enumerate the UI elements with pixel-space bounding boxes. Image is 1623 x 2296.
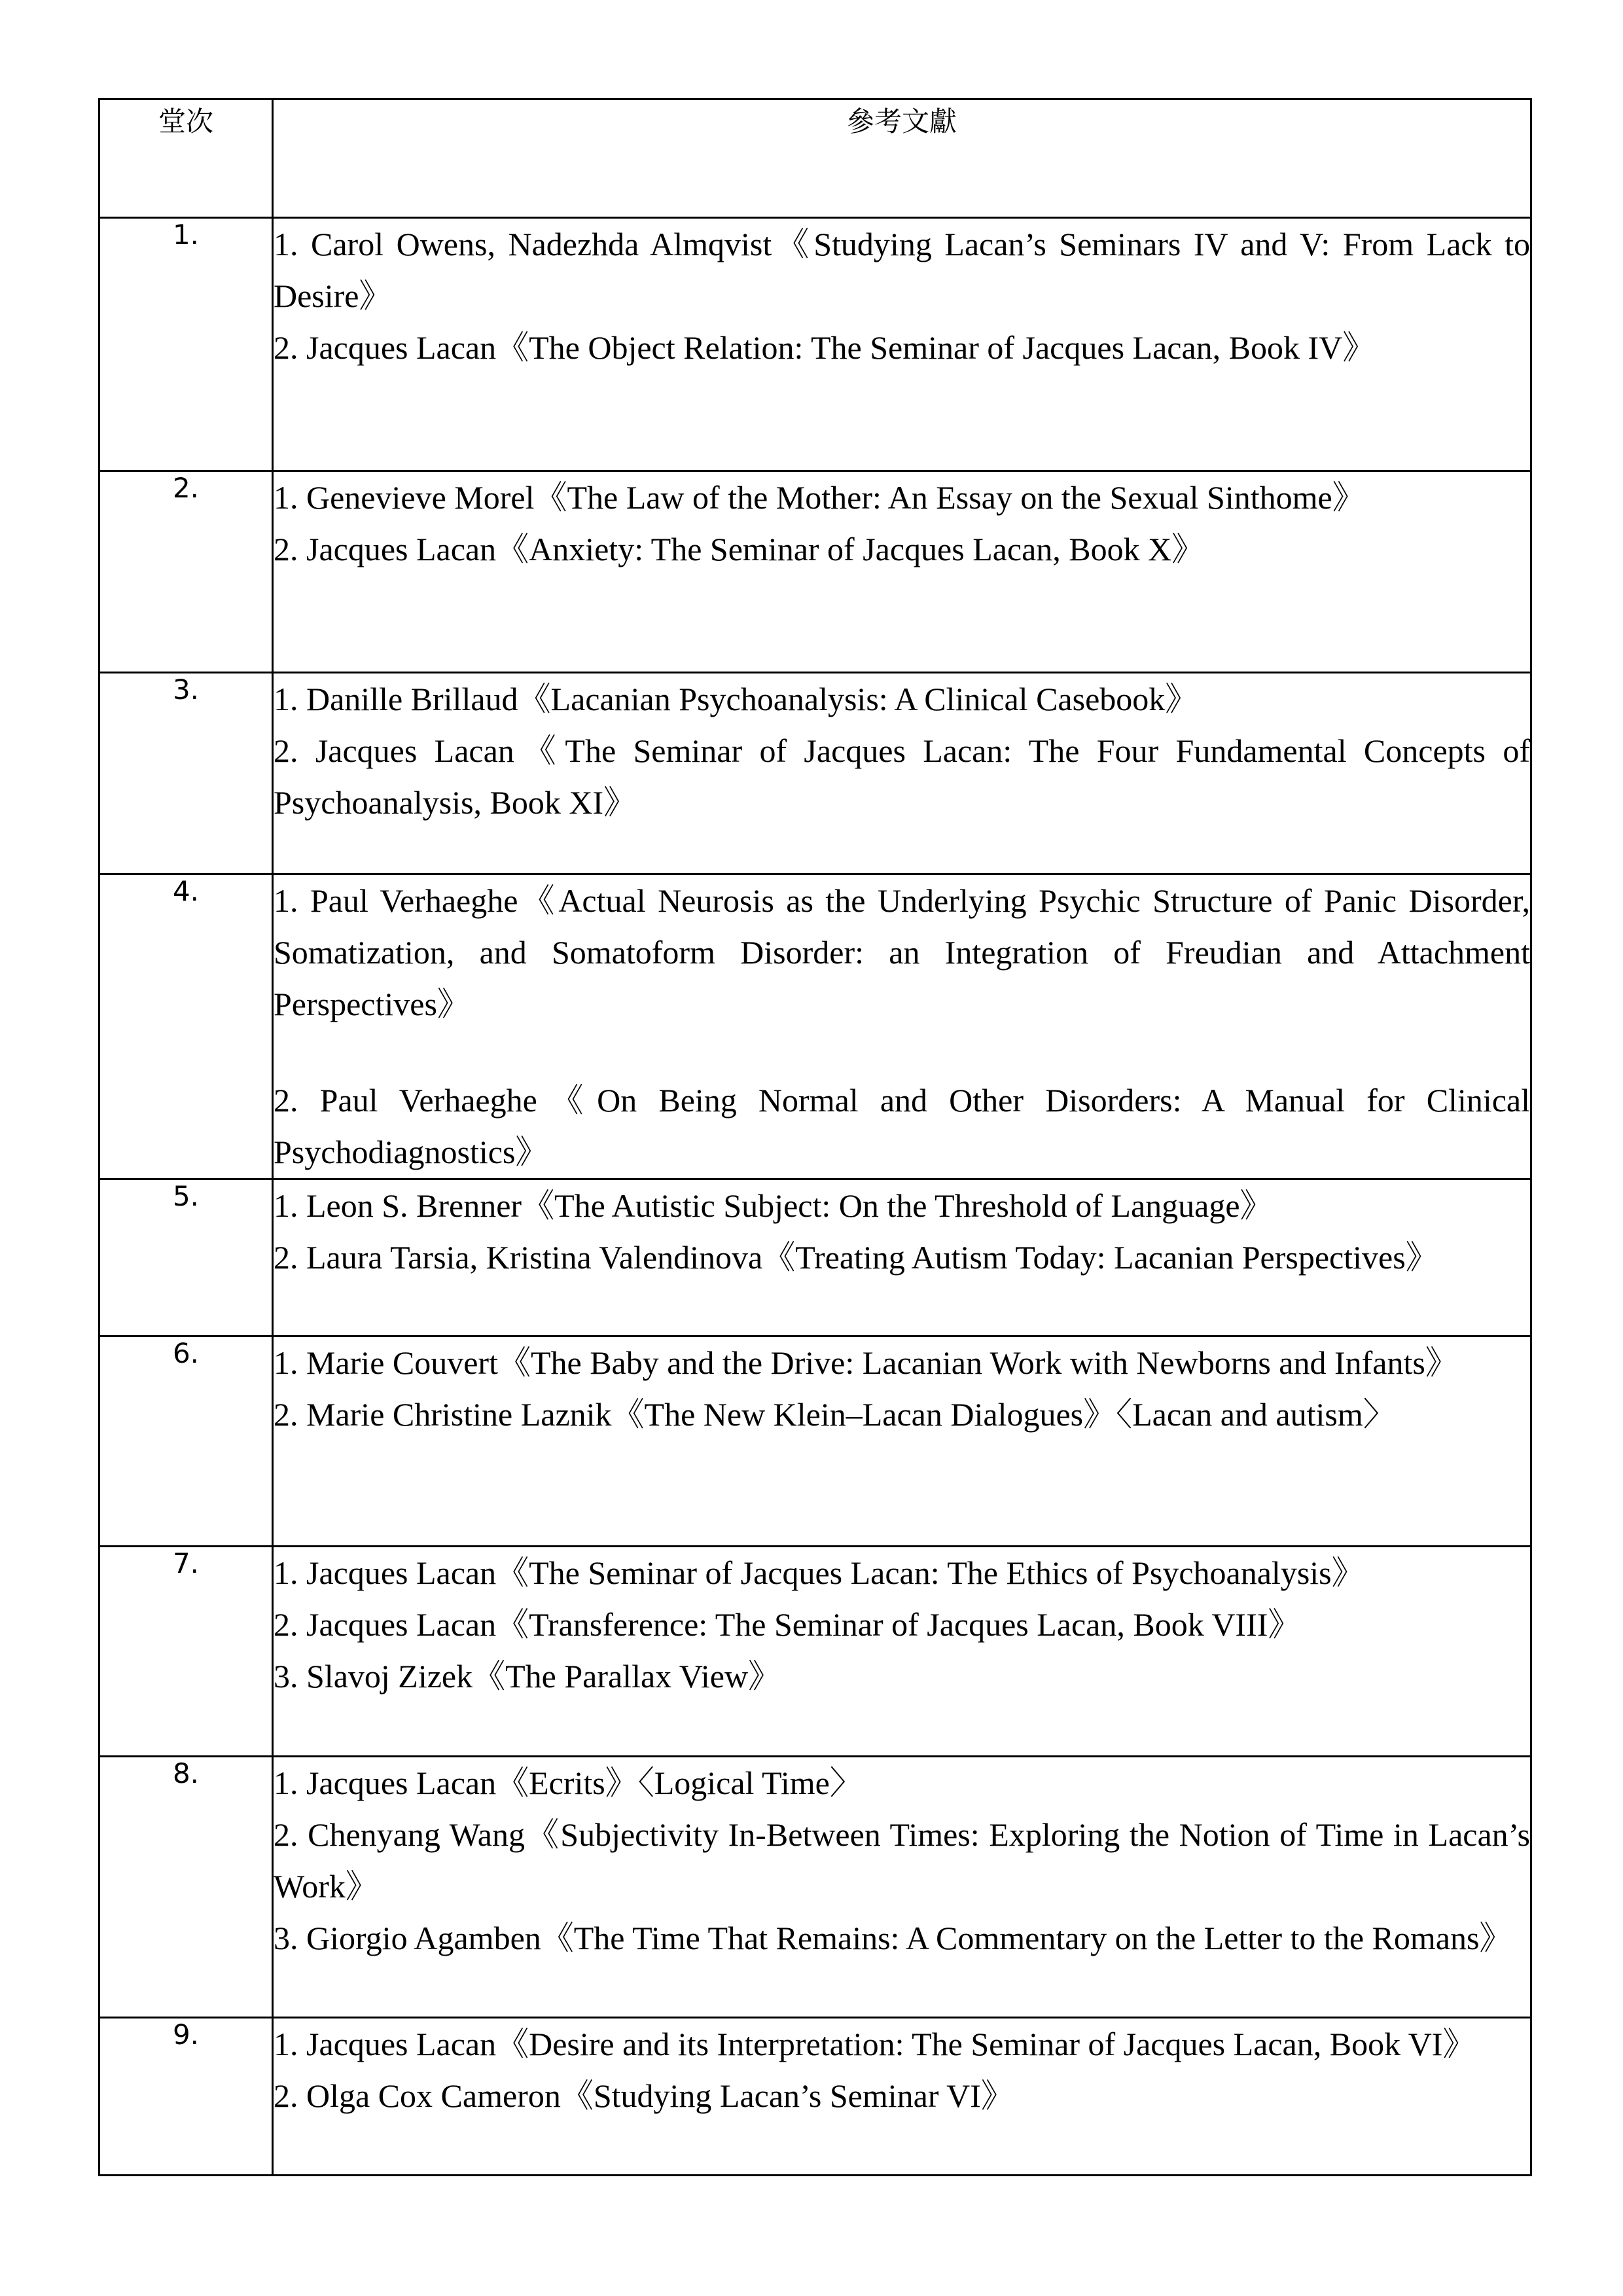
reference-list: [273, 1179, 1531, 1336]
reference-item: 1. Marie Couvert《The Baby and the Drive: Lacanian Work with Newborns and Infants》: [274, 1344, 1458, 1381]
reference-item: 2. Jacques Lacan《The Seminar of Jacques Lacan: The Four Fundamental Concepts of Psychoanalysis, Book XI》: [274, 732, 1530, 821]
reference-item: 2. Laura Tarsia, Kristina Valendinova《Treating Autism Today: Lacanian Perspectives》: [274, 1239, 1438, 1276]
reference-item: 1. Leon S. Brenner《The Autistic Subject: On the Threshold of Language》: [274, 1187, 1273, 1224]
table-row: [99, 1547, 1531, 1757]
reference-list: [273, 673, 1531, 874]
reference-item: 2. Jacques Lacan《Anxiety: The Seminar of Jacques Lacan, Book X》: [274, 531, 1205, 567]
reference-item: 1. Danille Brillaud《Lacanian Psychoanalysis: A Clinical Casebook》: [274, 681, 1198, 717]
table-row: [99, 874, 1531, 1179]
session-number: 3.: [99, 673, 273, 874]
reference-table: [98, 98, 1532, 2176]
reference-list: [273, 1336, 1531, 1547]
session-column-header: 堂次: [99, 99, 273, 218]
reference-list: [273, 2018, 1531, 2176]
reference-item: 3. Giorgio Agamben《The Time That Remains: A Commentary on the Letter to the Romans》: [274, 1920, 1512, 1956]
reference-item: 2. Marie Christine Laznik《The New Klein–Lacan Dialogues》〈Lacan and autism〉: [274, 1396, 1396, 1433]
table-header-row: [99, 99, 1531, 218]
reference-list: [273, 471, 1531, 673]
references-column-header: 參考文獻: [273, 99, 1531, 218]
session-number: 9.: [99, 2018, 273, 2176]
reference-list: [273, 218, 1531, 471]
reference-list: [273, 874, 1531, 1179]
reference-item: 3. Slavoj Zizek《The Parallax View》: [274, 1658, 781, 1695]
table-row: [99, 673, 1531, 874]
reference-item: 2. Chenyang Wang《Subjectivity In-Between Times: Exploring the Notion of Time in Lacan’s Work》: [274, 1816, 1530, 1905]
reference-list: [273, 1757, 1531, 2018]
reference-item: 1. Paul Verhaeghe《Actual Neurosis as the Underlying Psychic Structure of Panic Disorder, Somatization, and Somatoform Disorder: an Integration of Freudian and Attachment Perspectives》: [274, 882, 1530, 1022]
reference-item: 1. Jacques Lacan《The Seminar of Jacques Lacan: The Ethics of Psychoanalysis》: [274, 1554, 1364, 1591]
session-number: 5.: [99, 1179, 273, 1336]
session-number: 2.: [99, 471, 273, 673]
table-row: [99, 471, 1531, 673]
table-row: [99, 1757, 1531, 2018]
reference-item: 2. Jacques Lacan《The Object Relation: The Seminar of Jacques Lacan, Book IV》: [274, 329, 1376, 366]
reference-list: [273, 1547, 1531, 1757]
table-row: [99, 218, 1531, 471]
session-number: 4.: [99, 874, 273, 1179]
session-number: 8.: [99, 1757, 273, 2018]
reference-item: 2. Olga Cox Cameron《Studying Lacan’s Seminar VI》: [274, 2077, 1014, 2114]
reference-item: 1. Genevieve Morel《The Law of the Mother: An Essay on the Sexual Sinthome》: [274, 479, 1365, 516]
reference-item: 1. Jacques Lacan《Ecrits》〈Logical Time〉: [274, 1765, 863, 1801]
reference-item: 2. Jacques Lacan《Transference: The Seminar of Jacques Lacan, Book VIII》: [274, 1606, 1301, 1643]
document-page: [98, 98, 1530, 2176]
session-number: 1.: [99, 218, 273, 471]
table-row: [99, 1336, 1531, 1547]
session-number: 6.: [99, 1336, 273, 1547]
reference-item: 2. Paul Verhaeghe《On Being Normal and Other Disorders: A Manual for Clinical Psychodiagnostics》: [274, 1082, 1530, 1170]
reference-item: 1. Jacques Lacan《Desire and its Interpretation: The Seminar of Jacques Lacan, Book VI》: [274, 2026, 1476, 2062]
session-number: 7.: [99, 1547, 273, 1757]
table-row: [99, 2018, 1531, 2176]
reference-item: 1. Carol Owens, Nadezhda Almqvist《Studying Lacan’s Seminars IV and V: From Lack to Desire》: [274, 226, 1530, 314]
table-row: [99, 1179, 1531, 1336]
